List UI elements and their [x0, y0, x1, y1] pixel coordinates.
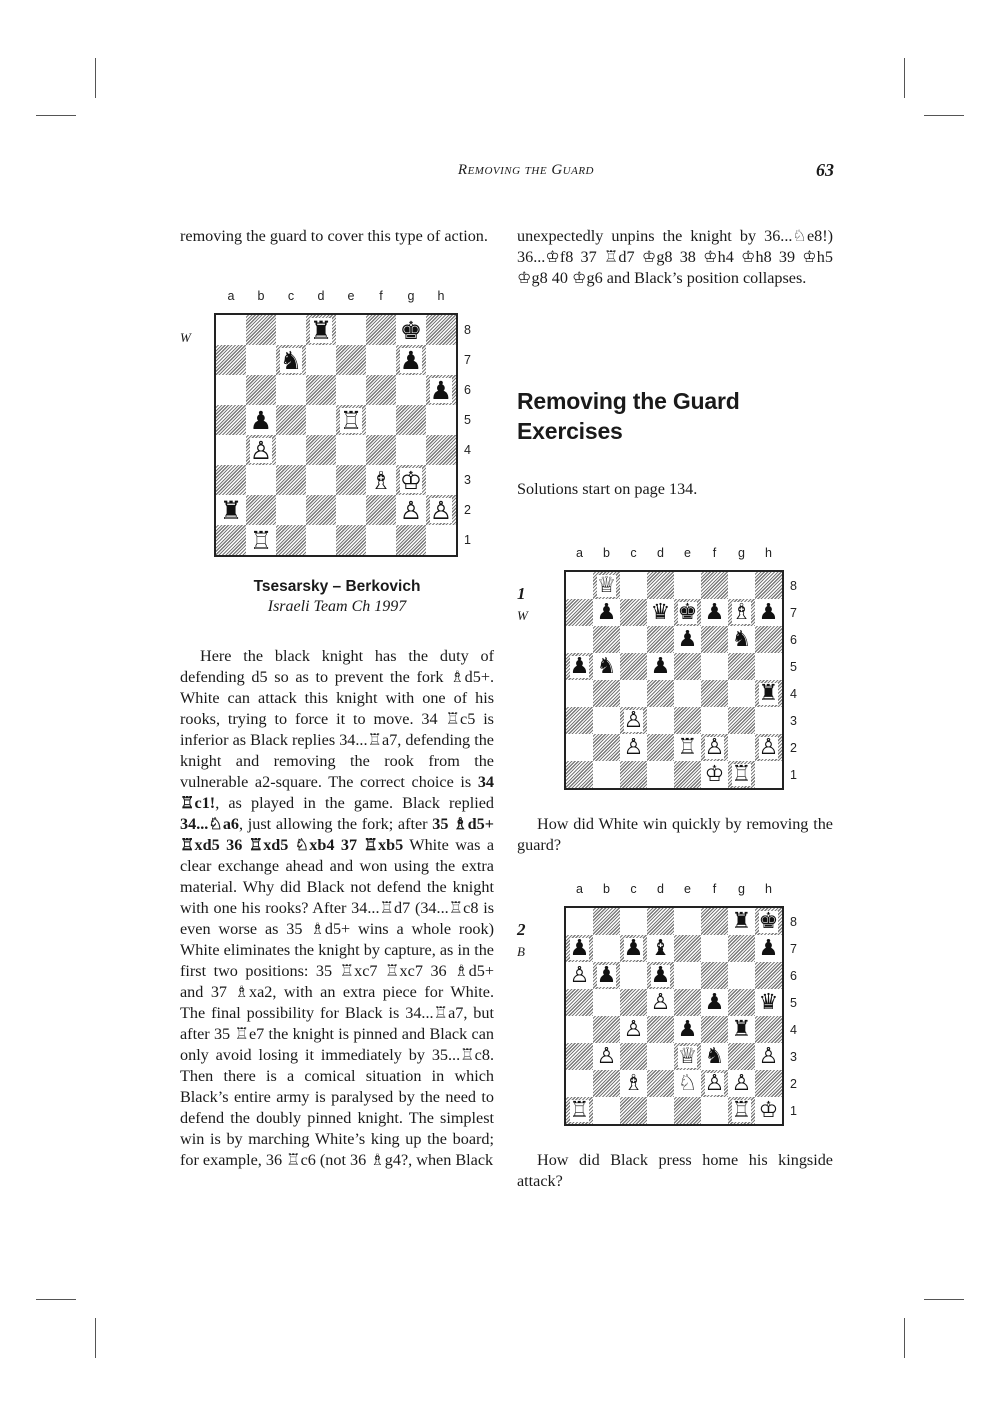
square-e3	[674, 707, 701, 734]
piece-black-g4: ♜	[731, 1016, 752, 1042]
piece-white-c4: ♙	[623, 1016, 644, 1042]
file-label-h: h	[765, 546, 772, 560]
crop-mark	[95, 58, 96, 98]
file-label-c: c	[287, 289, 295, 303]
square-f6	[701, 626, 728, 653]
square-c7	[620, 599, 647, 626]
file-label-a: a	[227, 289, 235, 303]
square-a3	[566, 707, 593, 734]
square-b5	[593, 989, 620, 1016]
piece-white-b1: ♖	[249, 525, 273, 555]
square-d4	[647, 680, 674, 707]
square-a2	[566, 734, 593, 761]
rank-label-5: 5	[790, 995, 797, 1010]
piece-white-h2: ♙	[429, 495, 453, 525]
piece-white-f3: ♗	[369, 465, 393, 495]
exercise-number: 1	[517, 584, 526, 603]
rank-label-8: 8	[790, 578, 797, 593]
square-g5	[728, 653, 755, 680]
square-a1	[216, 525, 246, 555]
square-f1	[701, 1097, 728, 1124]
square-b2	[593, 1070, 620, 1097]
page-number: 63	[816, 160, 834, 180]
square-e1	[674, 761, 701, 788]
square-d2	[647, 1070, 674, 1097]
piece-white-g1: ♖	[731, 1097, 752, 1123]
square-d2	[647, 734, 674, 761]
square-h3	[426, 465, 456, 495]
square-h8	[755, 572, 782, 599]
piece-white-d5: ♙	[650, 989, 671, 1015]
square-c5	[620, 653, 647, 680]
file-label-d: d	[657, 882, 664, 896]
square-c6	[620, 626, 647, 653]
square-d4	[647, 1016, 674, 1043]
piece-black-e7: ♚	[677, 599, 698, 625]
square-b8	[246, 315, 276, 345]
square-g8	[728, 572, 755, 599]
square-e4	[336, 435, 366, 465]
piece-white-g7: ♗	[731, 599, 752, 625]
rank-label-5: 5	[790, 659, 797, 674]
square-c8	[620, 908, 647, 935]
rank-label-8: 8	[790, 914, 797, 929]
piece-black-a5: ♟	[569, 653, 590, 679]
square-d6	[306, 375, 336, 405]
exercise-2-question: How did Black press home his kingside attack?	[517, 1151, 833, 1190]
file-label-a: a	[576, 882, 583, 896]
square-a8	[216, 315, 246, 345]
square-e1	[336, 525, 366, 555]
square-d5	[306, 405, 336, 435]
side-to-move-label: W	[517, 608, 528, 623]
square-c8	[620, 572, 647, 599]
right-top-paragraph: unexpectedly unpins the knight by 36...♘e8!) 36...♔f8 37 ♖d7 ♔g8 38 ♔h4 ♔h8 39 ♔h5 ♔g8 40 ♔g6 and Black’s position collapses.	[517, 227, 833, 287]
square-d7	[306, 345, 336, 375]
rank-label-3: 3	[790, 1049, 797, 1064]
square-f4	[366, 435, 396, 465]
rank-label-3: 3	[464, 473, 471, 487]
piece-white-e2: ♘	[677, 1070, 698, 1096]
piece-black-g7: ♟	[399, 345, 423, 375]
crop-mark	[904, 58, 905, 98]
square-b3	[246, 465, 276, 495]
square-a2	[566, 1070, 593, 1097]
square-a7	[216, 345, 246, 375]
square-h4	[426, 435, 456, 465]
file-label-h: h	[437, 289, 445, 303]
piece-white-g3: ♔	[399, 465, 423, 495]
piece-white-c2: ♙	[623, 734, 644, 760]
chess-board	[564, 570, 784, 790]
file-label-a: a	[576, 546, 583, 560]
piece-black-f7: ♟	[704, 599, 725, 625]
rank-label-2: 2	[790, 740, 797, 755]
square-e8	[674, 572, 701, 599]
rank-label-4: 4	[464, 443, 471, 457]
square-f1	[366, 525, 396, 555]
square-e6	[336, 375, 366, 405]
square-h1	[755, 761, 782, 788]
square-a3	[216, 465, 246, 495]
piece-white-e5: ♖	[339, 405, 363, 435]
piece-white-c2: ♗	[623, 1070, 644, 1096]
piece-black-h5: ♛	[758, 989, 779, 1015]
piece-white-h1: ♔	[758, 1097, 779, 1123]
square-b6	[593, 626, 620, 653]
rank-label-3: 3	[790, 713, 797, 728]
left-top-paragraph: removing the guard to cover this type of action.	[180, 227, 488, 245]
rank-label-6: 6	[790, 632, 797, 647]
square-g5	[728, 989, 755, 1016]
diagram-caption	[180, 578, 494, 616]
piece-white-f2: ♙	[704, 1070, 725, 1096]
piece-black-h7: ♟	[758, 599, 779, 625]
piece-black-h7: ♟	[758, 935, 779, 961]
square-f7	[701, 935, 728, 962]
square-e4	[674, 680, 701, 707]
square-a3	[566, 1043, 593, 1070]
square-h2	[755, 1070, 782, 1097]
rank-label-6: 6	[464, 383, 471, 397]
piece-black-b5: ♞	[596, 653, 617, 679]
piece-black-e4: ♟	[677, 1016, 698, 1042]
square-g4	[728, 680, 755, 707]
file-label-e: e	[684, 546, 691, 560]
square-f5	[701, 653, 728, 680]
square-f8	[701, 908, 728, 935]
piece-black-b6: ♟	[596, 962, 617, 988]
square-a6	[216, 375, 246, 405]
square-b1	[593, 1097, 620, 1124]
square-e6	[674, 962, 701, 989]
file-label-b: b	[603, 882, 610, 896]
piece-black-b5: ♟	[249, 405, 273, 435]
crop-mark	[924, 1299, 964, 1300]
piece-white-g2: ♙	[731, 1070, 752, 1096]
rank-label-4: 4	[790, 1022, 797, 1037]
square-a8	[566, 572, 593, 599]
rank-label-2: 2	[464, 503, 471, 517]
piece-white-e2: ♖	[677, 734, 698, 760]
piece-black-d8: ♜	[309, 315, 333, 345]
file-label-h: h	[765, 882, 772, 896]
square-d1	[306, 525, 336, 555]
square-b6	[246, 375, 276, 405]
chess-board	[564, 906, 784, 1126]
square-c1	[620, 1097, 647, 1124]
square-g3	[728, 1043, 755, 1070]
square-h6	[755, 962, 782, 989]
piece-white-b4: ♙	[249, 435, 273, 465]
rank-label-5: 5	[464, 413, 471, 427]
square-h3	[755, 707, 782, 734]
piece-black-a2: ♜	[219, 495, 243, 525]
rank-label-7: 7	[464, 353, 471, 367]
piece-black-h6: ♟	[429, 375, 453, 405]
square-h4	[755, 1016, 782, 1043]
piece-black-c7: ♞	[279, 345, 303, 375]
piece-black-g6: ♞	[731, 626, 752, 652]
file-label-e: e	[347, 289, 355, 303]
piece-black-d7: ♝	[650, 935, 671, 961]
piece-white-f1: ♔	[704, 761, 725, 787]
square-d4	[306, 435, 336, 465]
square-d1	[647, 761, 674, 788]
piece-white-h2: ♙	[758, 734, 779, 760]
square-b4	[593, 1016, 620, 1043]
square-b8	[593, 908, 620, 935]
square-c3	[620, 1043, 647, 1070]
square-b7	[593, 935, 620, 962]
rank-label-1: 1	[790, 1103, 797, 1118]
square-d8	[647, 572, 674, 599]
rank-label-7: 7	[790, 941, 797, 956]
file-label-b: b	[257, 289, 265, 303]
square-g1	[396, 525, 426, 555]
square-h5	[426, 405, 456, 435]
square-g6	[728, 962, 755, 989]
square-b1	[593, 761, 620, 788]
square-e5	[674, 989, 701, 1016]
piece-black-f5: ♟	[704, 989, 725, 1015]
rank-label-1: 1	[464, 533, 471, 547]
game-players: Tsesarsky – Berkovich	[253, 578, 421, 595]
piece-white-b8: ♕	[596, 572, 617, 598]
square-a4	[566, 1016, 593, 1043]
piece-white-h3: ♙	[758, 1043, 779, 1069]
square-c1	[276, 525, 306, 555]
piece-black-h4: ♜	[758, 680, 779, 706]
square-b2	[246, 495, 276, 525]
square-c8	[276, 315, 306, 345]
square-g6	[396, 375, 426, 405]
square-h6	[755, 626, 782, 653]
crop-mark	[924, 115, 964, 116]
file-label-g: g	[738, 882, 745, 896]
piece-white-a6: ♙	[569, 962, 590, 988]
square-d3	[647, 1043, 674, 1070]
piece-black-e6: ♟	[677, 626, 698, 652]
rank-label-1: 1	[790, 767, 797, 782]
square-f8	[701, 572, 728, 599]
square-e5	[674, 653, 701, 680]
square-c4	[620, 680, 647, 707]
square-e3	[336, 465, 366, 495]
crop-mark	[904, 1318, 905, 1358]
file-label-f: f	[712, 546, 717, 560]
square-a7	[566, 599, 593, 626]
square-c6	[276, 375, 306, 405]
file-label-f: f	[379, 289, 383, 303]
square-g5	[396, 405, 426, 435]
square-b3	[593, 707, 620, 734]
square-h7	[426, 345, 456, 375]
square-c2	[276, 495, 306, 525]
square-a5	[566, 989, 593, 1016]
file-label-f: f	[712, 882, 717, 896]
square-f7	[366, 345, 396, 375]
square-f3	[701, 707, 728, 734]
rank-label-2: 2	[790, 1076, 797, 1091]
square-c5	[276, 405, 306, 435]
square-a5	[216, 405, 246, 435]
game-event: Israeli Team Ch 1997	[267, 598, 407, 615]
file-label-b: b	[603, 546, 610, 560]
square-f6	[701, 962, 728, 989]
square-a4	[216, 435, 246, 465]
piece-black-g8: ♚	[399, 315, 423, 345]
file-label-d: d	[657, 546, 664, 560]
piece-black-a7: ♟	[569, 935, 590, 961]
square-c6	[620, 962, 647, 989]
piece-black-g8: ♜	[731, 908, 752, 934]
square-d3	[647, 707, 674, 734]
piece-white-c3: ♙	[623, 707, 644, 733]
square-e7	[336, 345, 366, 375]
crop-mark	[95, 1318, 96, 1358]
square-f4	[701, 680, 728, 707]
square-g4	[396, 435, 426, 465]
running-header	[180, 160, 834, 184]
chess-board	[214, 313, 458, 557]
exercise-1-question: How did White win quickly by removing the guard?	[517, 815, 833, 854]
square-b4	[593, 680, 620, 707]
piece-black-c7: ♟	[623, 935, 644, 961]
side-to-move-label: W	[180, 330, 191, 345]
piece-white-g1: ♖	[731, 761, 752, 787]
piece-white-f2: ♙	[704, 734, 725, 760]
piece-black-d5: ♟	[650, 653, 671, 679]
rank-label-4: 4	[790, 686, 797, 701]
main-paragraph: Here the black knight has the duty of defending d5 so as to prevent the fork ♗d5+. White can attack this knight with one of his rooks, trying to force it to move. 34 ♖c5 is inferior as Black replies 34...♖a7, defending the knight and removing the rook from the vulnerable a2-square. The correct choice is 34 ♖c1!, as played in the game. Black replied 34...♘a6, just allowing the fork; after 35 ♗d5+ ♖xd5 36 ♖xd5 ♘xb4 37 ♖xb5 White was a clear exchange ahead and won using the extra material. Why did Black not defend the knight with one his rooks? After 34...♖d7 (34...♖c8 is even worse as 35 ♗d5+ wins a whole rook) White eliminates the knight by capture, as in the first two positions: 35 ♖xc7 ♖xc7 36 ♗d5+ and 37 ♗xa2, with an extra piece for White. The final possibility for Black is 34...♖a7, but after 35 ♖e7 the knight is pinned and Black can only avoid losing it immediately by 35...♖c8. Then there is a comical situation in which Black’s entire army is paralysed by the need to defend the doubly pinned knight. The simplest win is by marching White’s king up the board; for example, 36 ♖c6 (not 36 ♗g4?, when Black	[180, 647, 495, 1169]
piece-white-b3: ♙	[596, 1043, 617, 1069]
square-e8	[336, 315, 366, 345]
square-c1	[620, 761, 647, 788]
square-c3	[276, 465, 306, 495]
piece-white-e3: ♕	[677, 1043, 698, 1069]
rank-label-6: 6	[790, 968, 797, 983]
square-a1	[566, 761, 593, 788]
square-b7	[246, 345, 276, 375]
square-b2	[593, 734, 620, 761]
file-label-g: g	[738, 546, 745, 560]
section-heading: Removing the Guard Exercises	[517, 388, 740, 444]
square-a6	[566, 626, 593, 653]
square-h5	[755, 653, 782, 680]
square-a4	[566, 680, 593, 707]
rank-label-8: 8	[464, 323, 471, 337]
square-g2	[728, 734, 755, 761]
square-e1	[674, 1097, 701, 1124]
exercise-number: 2	[517, 920, 526, 939]
square-d3	[306, 465, 336, 495]
square-f6	[366, 375, 396, 405]
square-h8	[426, 315, 456, 345]
file-label-d: d	[317, 289, 325, 303]
piece-black-f3: ♞	[704, 1043, 725, 1069]
file-label-e: e	[684, 882, 691, 896]
square-f4	[701, 1016, 728, 1043]
piece-black-b7: ♟	[596, 599, 617, 625]
crop-mark	[36, 115, 76, 116]
square-f2	[366, 495, 396, 525]
square-g3	[728, 707, 755, 734]
square-e8	[674, 908, 701, 935]
square-d1	[647, 1097, 674, 1124]
file-label-c: c	[630, 882, 637, 896]
square-a8	[566, 908, 593, 935]
square-f8	[366, 315, 396, 345]
side-to-move-label: B	[517, 944, 525, 959]
square-c5	[620, 989, 647, 1016]
square-f5	[366, 405, 396, 435]
piece-white-g2: ♙	[399, 495, 423, 525]
square-g7	[728, 935, 755, 962]
crop-mark	[36, 1299, 76, 1300]
piece-black-d7: ♛	[650, 599, 671, 625]
square-h1	[426, 525, 456, 555]
square-e7	[674, 935, 701, 962]
square-d6	[647, 626, 674, 653]
square-e2	[336, 495, 366, 525]
square-c4	[276, 435, 306, 465]
piece-black-h8: ♚	[758, 908, 779, 934]
file-label-c: c	[630, 546, 637, 560]
square-d2	[306, 495, 336, 525]
square-d8	[647, 908, 674, 935]
piece-white-a1: ♖	[569, 1097, 590, 1123]
solutions-note: Solutions start on page 134.	[517, 480, 698, 498]
piece-black-d6: ♟	[650, 962, 671, 988]
file-label-g: g	[407, 289, 415, 303]
running-title: Removing the Guard	[457, 162, 594, 178]
rank-label-7: 7	[790, 605, 797, 620]
